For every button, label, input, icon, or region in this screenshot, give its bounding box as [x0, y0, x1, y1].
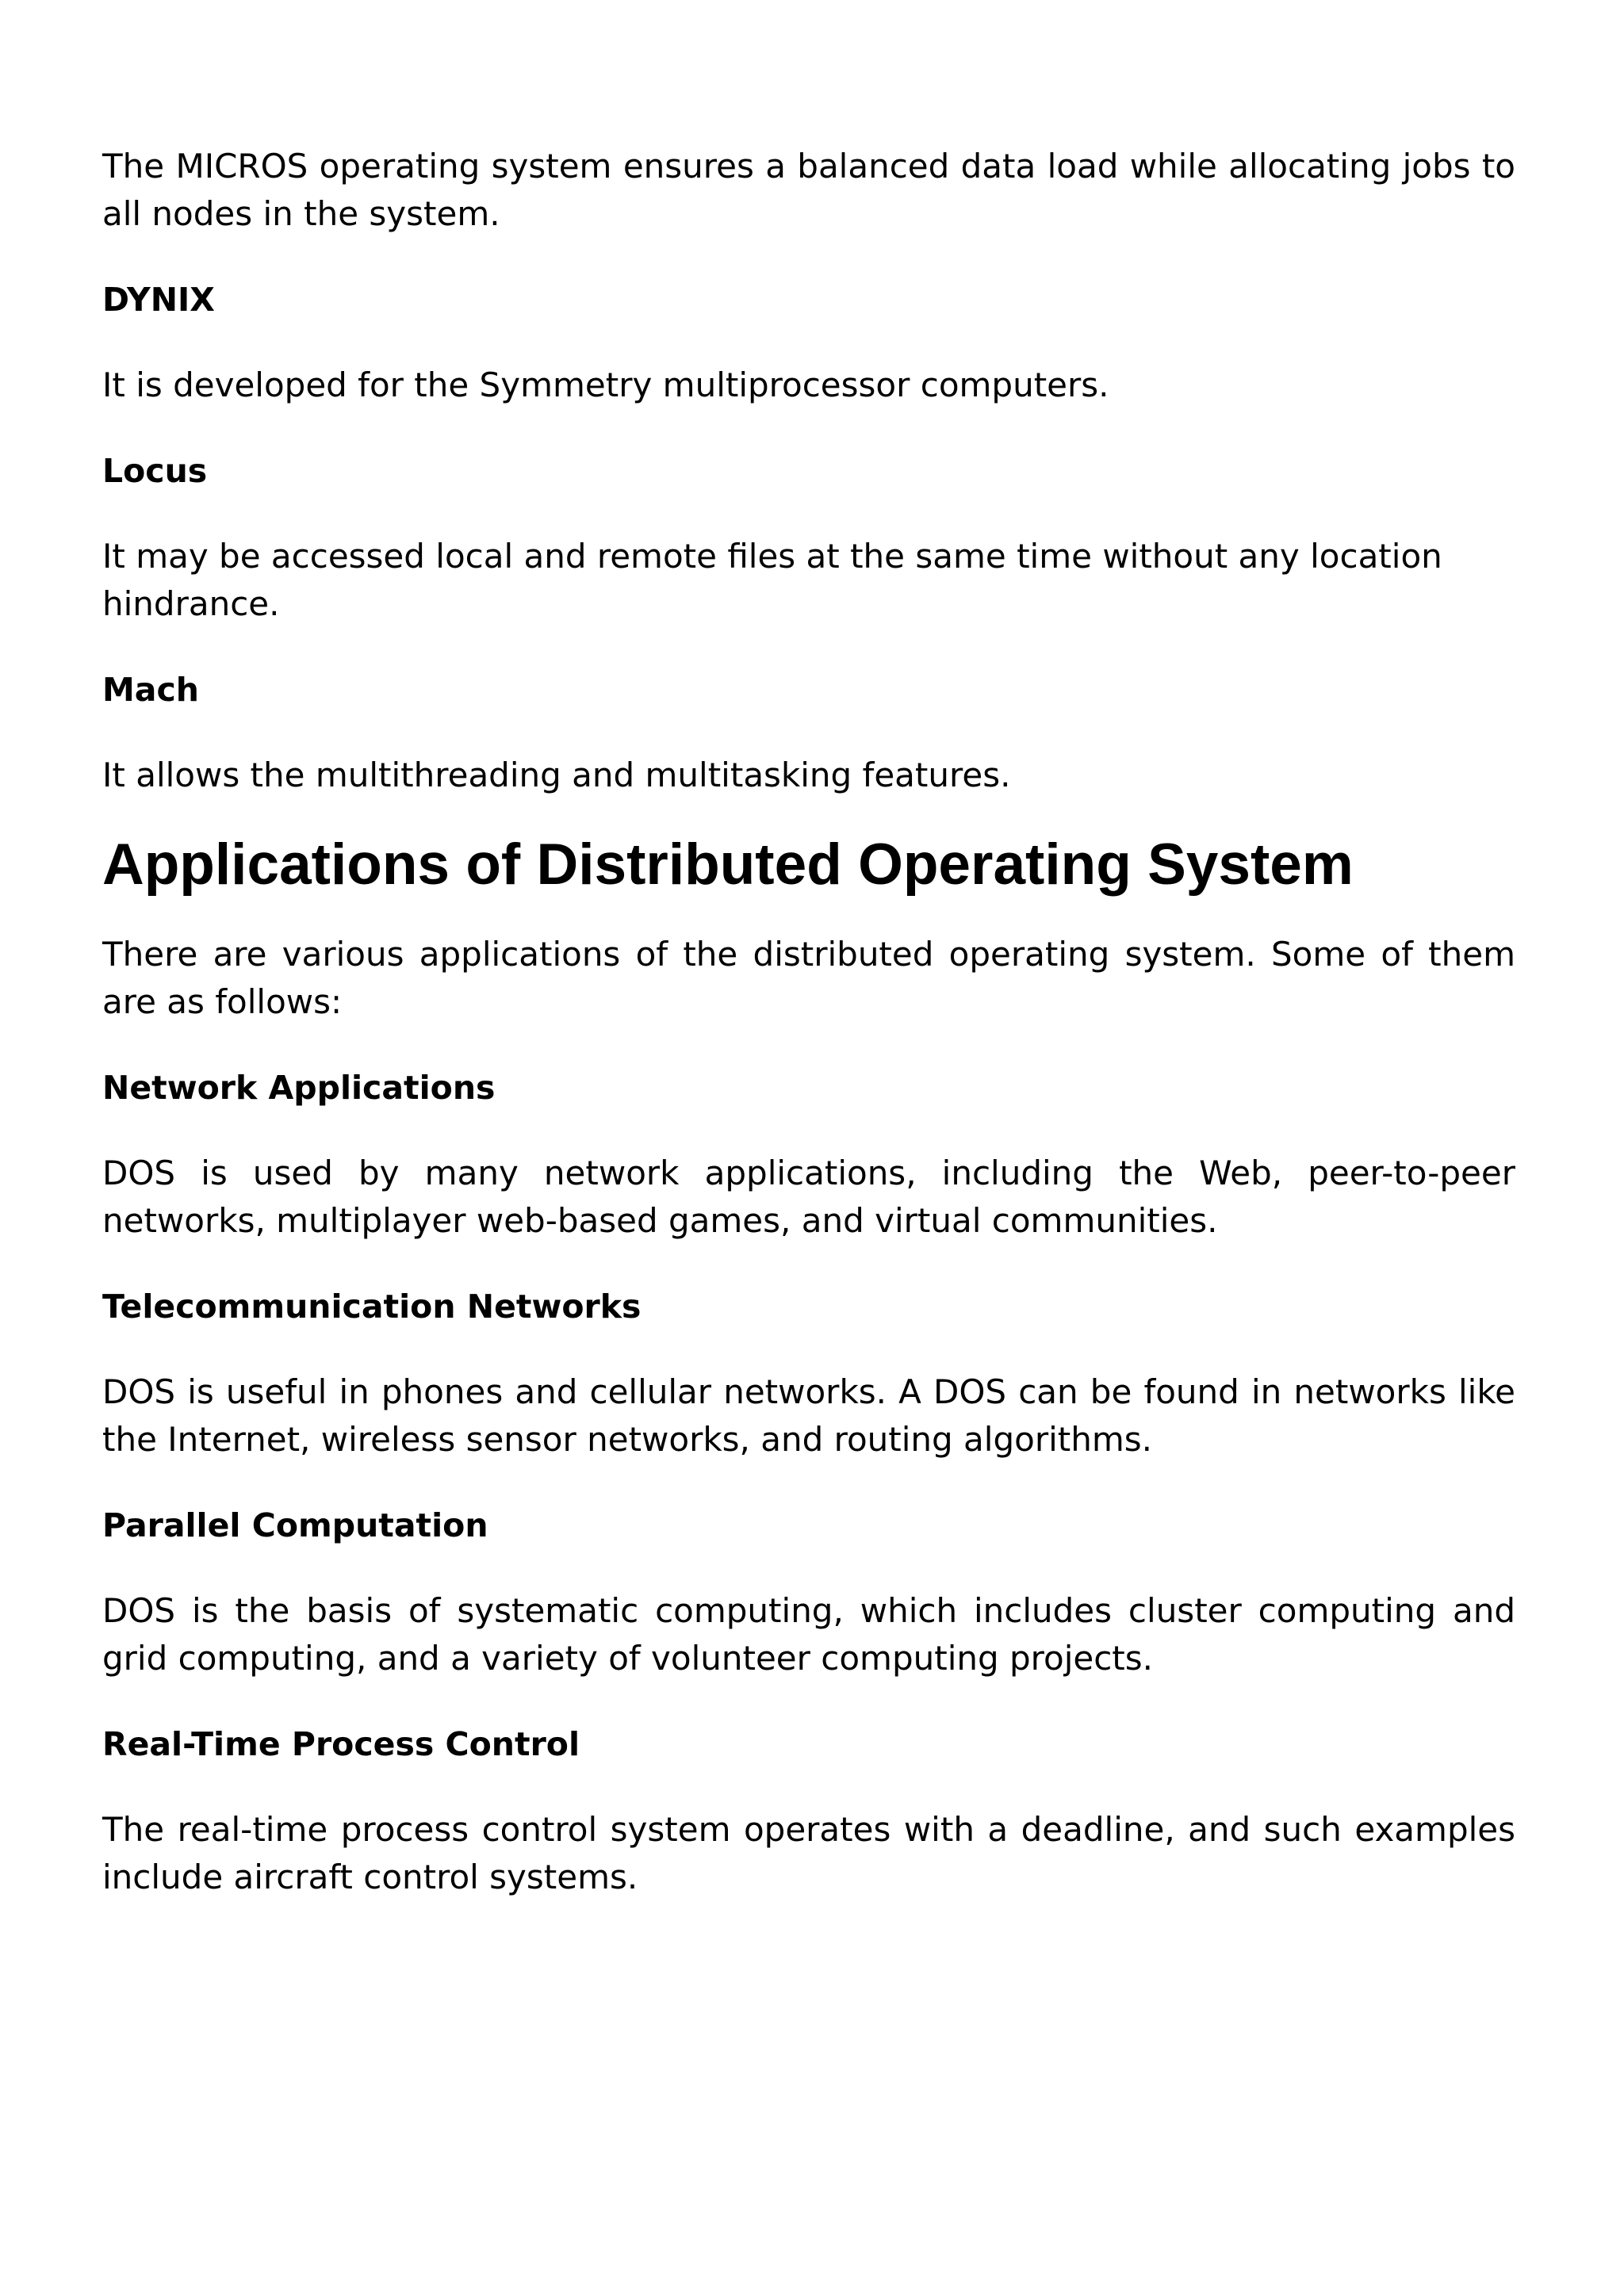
heading-parallel-computation: Parallel Computation: [102, 1506, 488, 1544]
paragraph-parallel-computation: DOS is the basis of systematic computing, which includes cluster computing and grid computing, and a variety of volunteer computing projects.: [102, 1591, 1515, 1678]
heading-telecommunication-networks: Telecommunication Networks: [102, 1288, 642, 1326]
paragraph-locus: It may be accessed local and remote files at the same time without any location hindrance.: [102, 537, 1442, 623]
heading-real-time-process-control: Real-Time Process Control: [102, 1725, 580, 1763]
section-title-applications: Applications of Distributed Operating System: [102, 832, 1354, 897]
heading-mach: Mach: [102, 671, 199, 709]
paragraph-mach: It allows the multithreading and multitasking features.: [102, 756, 1011, 794]
heading-locus: Locus: [102, 452, 208, 490]
paragraph-dynix: It is developed for the Symmetry multiprocessor computers.: [102, 365, 1109, 404]
paragraph-telecommunication-networks: DOS is useful in phones and cellular networks. A DOS can be found in networks like the Internet, wireless sensor networks, and routing algorithms.: [102, 1372, 1515, 1459]
paragraph-micros: The MICROS operating system ensures a balanced data load while allocating jobs to all nodes in the system.: [102, 147, 1515, 233]
heading-dynix: DYNIX: [102, 281, 215, 319]
paragraph-network-applications: DOS is used by many network applications, including the Web, peer-to-peer networks, multiplayer web-based games, and virtual communities.: [102, 1154, 1515, 1240]
heading-network-applications: Network Applications: [102, 1069, 496, 1107]
paragraph-applications-intro: There are various applications of the distributed operating system. Some of them are as follows:: [102, 935, 1515, 1021]
paragraph-real-time-process-control: The real-time process control system operates with a deadline, and such examples include aircraft control systems.: [102, 1810, 1515, 1896]
document-page: [102, 143, 1515, 1901]
